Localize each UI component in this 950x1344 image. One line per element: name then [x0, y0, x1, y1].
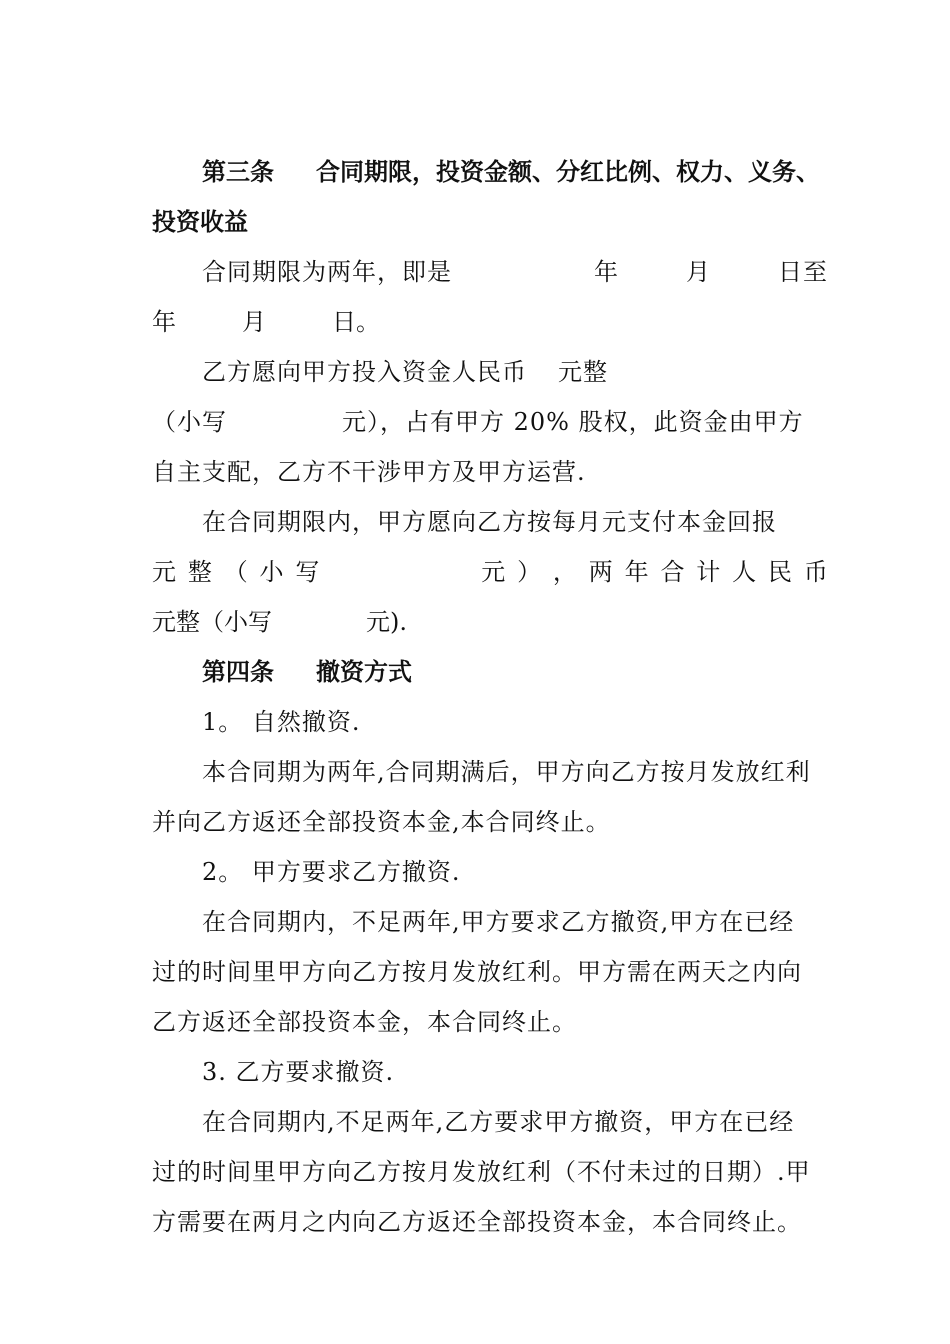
term-line-2 — [152, 302, 828, 342]
investment-text: 乙方愿向甲方投入资金人民币 — [202, 358, 527, 386]
return-char: 元 — [152, 558, 176, 586]
item1-title: 1。 自然撤资. — [202, 708, 361, 736]
item2-body-line-2: 过的时间里甲方向乙方按月发放红利。甲方需在两天之内向 — [152, 958, 802, 986]
term-line-1 — [202, 252, 828, 292]
article3-title-continued: 投资收益 — [152, 208, 248, 236]
return-line-1: 在合同期限内，甲方愿向乙方按每月元支付本金回报 — [202, 508, 777, 536]
return-char: 民 — [767, 558, 792, 586]
article4-title: 撤资方式 — [316, 658, 412, 686]
item1-body-line-2: 并向乙方返还全部投资本金,本合同终止。 — [152, 808, 611, 836]
return-char: （ — [223, 558, 248, 586]
return-char: 整 — [187, 558, 212, 586]
return-char: 写 — [295, 558, 320, 586]
return-total-label: 元整（小写 — [152, 608, 272, 636]
return-char: ） — [517, 558, 542, 586]
article3-heading — [202, 152, 828, 192]
term-end-year: 年 — [152, 308, 176, 336]
return-total-unit: 元). — [366, 608, 407, 636]
item1-body-line-1: 本合同期为两年,合同期满后，甲方向乙方按月发放红利 — [202, 758, 811, 786]
return-char: 两 — [588, 558, 613, 586]
investment-line-2 — [152, 402, 828, 442]
term-month: 月 — [686, 258, 711, 286]
term-day-to: 日至 — [778, 258, 828, 286]
return-char: ， — [552, 558, 577, 586]
return-char: 年 — [624, 558, 649, 586]
item3-title: 3. 乙方要求撤资. — [202, 1058, 395, 1086]
investment-line-3: 自主支配，乙方不干涉甲方及甲方运营. — [152, 458, 586, 486]
item2-body-line-1: 在合同期内，不足两年,甲方要求乙方撤资,甲方在已经 — [202, 908, 795, 936]
article4-heading — [202, 652, 828, 692]
article3-title: 合同期限，投资金额、分红比例、权力、义务、 — [316, 158, 820, 186]
article4-number: 第四条 — [202, 658, 274, 686]
term-end-month: 月 — [242, 308, 266, 336]
investment-unit: 元整 — [558, 358, 608, 386]
return-char: 小 — [259, 558, 284, 586]
item3-body-line-2: 过的时间里甲方向乙方按月发放红利（不付未过的日期）.甲 — [152, 1158, 811, 1186]
item2-body-line-3: 乙方返还全部投资本金，本合同终止。 — [152, 1008, 577, 1036]
term-year: 年 — [594, 258, 619, 286]
item3-body-line-1: 在合同期内,不足两年,乙方要求甲方撤资，甲方在已经 — [202, 1108, 795, 1136]
item3-body-line-3: 方需要在两月之内向乙方返还全部投资本金，本合同终止。 — [152, 1208, 802, 1236]
return-char: 计 — [696, 558, 721, 586]
investment-lowercase-label: （小写 — [152, 408, 227, 436]
term-end-day: 日。 — [332, 308, 380, 336]
return-char: 合 — [660, 558, 685, 586]
return-char: 元 — [481, 558, 506, 586]
article3-number: 第三条 — [202, 158, 274, 186]
term-text: 合同期限为两年，即是 — [202, 258, 452, 286]
return-line-2 — [152, 552, 828, 592]
return-line-3 — [152, 602, 828, 642]
investment-line-1 — [202, 352, 828, 392]
item2-title: 2。 甲方要求乙方撤资. — [202, 858, 461, 886]
investment-share-text: 元），占有甲方 20% 股权，此资金由甲方 — [342, 408, 804, 436]
return-char: 币 — [803, 558, 828, 586]
return-char: 人 — [732, 558, 757, 586]
